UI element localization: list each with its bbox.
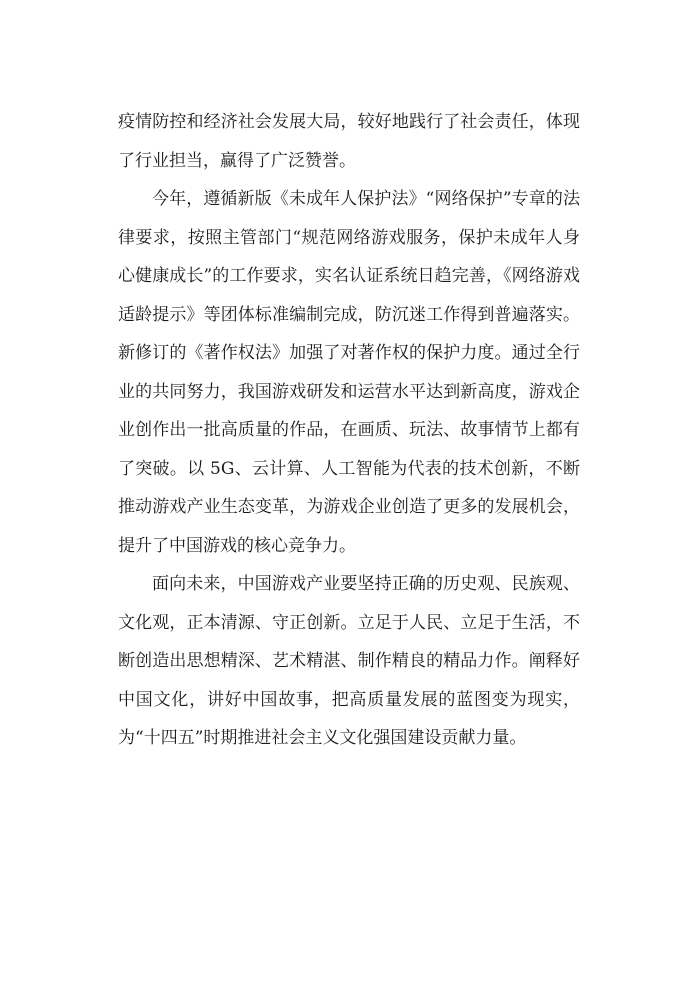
document-body xyxy=(118,103,580,758)
paragraph-future-outlook: 面向未来，中国游戏产业要坚持正确的历史观、民族观、文化观，正本清源、守正创新。立足于人民、立足于生活，不断创造出思想精深、艺术精湛、制作精良的精品力作。阐释好中国文化，讲好中国故事，把高质量发展的蓝图变为现实，为“十四五”时期推进社会主义文化强国建设贡献力量。 xyxy=(118,574,580,748)
paragraph-continuation: 疫情防控和经济社会发展大局，较好地践行了社会责任，体现了行业担当，赢得了广泛赞誉。 xyxy=(118,112,580,171)
paragraph-industry-progress: 今年，遵循新版《未成年人保护法》“网络保护”专章的法律要求，按照主管部门“规范网络游戏服务，保护未成年人身心健康成长”的工作要求，实名认证系统日趋完善，《网络游戏适龄提示》等团体标准编制完成，防沉迷工作得到普遍落实。新修订的《著作权法》加强了对著作权的保护力度。通过全行业的共同努力，我国游戏研发和运营水平达到新高度，游戏企业创作出一批高质量的作品，在画质、玩法、故事情节上都有了突破。以 5G、云计算、人工智能为代表的技术创新，不断推动游戏产业生态变革，为游戏企业创造了更多的发展机会，提升了中国游戏的核心竞争力。 xyxy=(118,189,580,556)
